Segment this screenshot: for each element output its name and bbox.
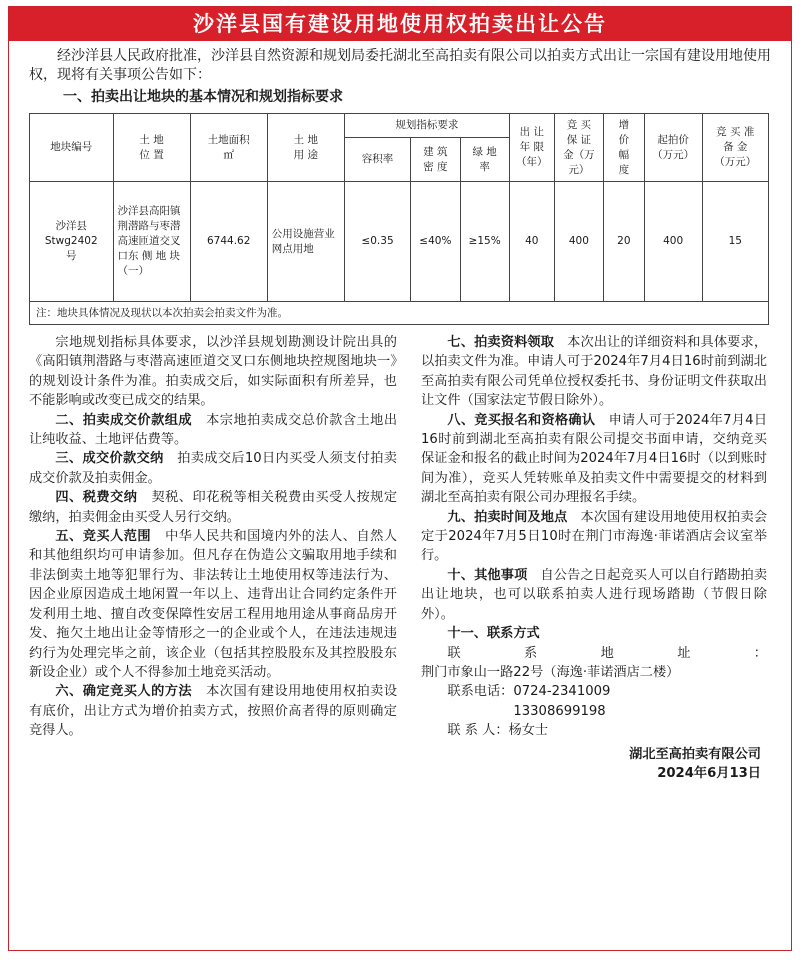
- phone-value-1: 0724-2341009: [513, 684, 611, 700]
- section-5: [29, 527, 397, 682]
- cell-increment: 20: [604, 182, 645, 302]
- intro-paragraph: 经沙洋县人民政府批准，沙洋县自然资源和规划局委托湖北至高拍卖有限公司以拍卖方式出让一宗国有建设用地使用权，现将有关事项公告如下：: [29, 48, 771, 83]
- right-column: [421, 333, 767, 783]
- section-body-2: 本宗地拍卖成交总价款含土地出让纯收益、土地评估费等。: [29, 412, 398, 448]
- cell-plot-id: 沙洋县 Stwg2402 号: [30, 182, 114, 302]
- section-heading-8: 八、竞买报名和资格确认: [447, 412, 596, 428]
- th-area: 土地面积 ㎡: [190, 114, 267, 182]
- page-title: 沙洋县国有建设用地使用权拍卖出让公告: [9, 7, 791, 41]
- contact-address: [421, 644, 767, 683]
- person-label: 联 系 人：: [447, 723, 509, 739]
- section-heading-3: 三、成交价款交纳: [55, 451, 164, 467]
- section-2: [29, 411, 397, 450]
- section-body-9: 本次国有建设用地使用权拍卖会定于2024年7月5日10时在荆门市海逸·菲诺酒店会议室举行。: [421, 509, 768, 564]
- th-term: 出 让 年 限 （年）: [509, 114, 554, 182]
- cell-start-price: 400: [644, 182, 702, 302]
- section-heading-5: 五、竞买人范围: [55, 529, 152, 545]
- section-heading-6: 六、确定竞买人的方法: [55, 684, 193, 700]
- th-planning: 规划指标要求: [344, 114, 509, 138]
- th-increment: 增 价 幅 度: [604, 114, 645, 182]
- section-4: [29, 488, 397, 527]
- section-heading-1: 一、拍卖出让地块的基本情况和规划指标要求: [63, 89, 343, 105]
- th-plot-id: 地块编号: [30, 114, 114, 182]
- th-use: 土 地 用 途: [267, 114, 344, 182]
- section-body-3: 拍卖成交后10日内买受人须支付拍卖成交价款及拍卖佣金。: [29, 451, 397, 486]
- section-6: [29, 682, 397, 740]
- section-11: [421, 624, 767, 643]
- section-heading-11: 十一、联系方式: [447, 626, 540, 642]
- section-3: [29, 449, 397, 488]
- th-location: 土 地 位 置: [113, 114, 190, 182]
- section-7: [421, 333, 767, 411]
- section-body-8: 申请人可于2024年7月4日16时前到湖北至高拍卖有限公司提交书面申请，交纳竞买保证金和报名的截止时间为2024年7月4日16时（以到账时间为准），竞买人凭转账单及拍卖文件中需要提交的材料到湖北至高拍卖有限公司办理报名手续。: [421, 412, 768, 506]
- th-density: 建 筑 密 度: [411, 138, 460, 182]
- section-body-10: 自公告之日起竞买人可以自行踏勘拍卖出让地块，也可以联系拍卖人进行现场踏勘（节假日除外）。: [421, 567, 768, 622]
- announcement: [8, 6, 792, 951]
- signature-date: 2024年6月13日: [657, 765, 761, 781]
- phone-value-2: 13308699198: [513, 703, 606, 719]
- plan-paragraph: 宗地规划指标具体要求，以沙洋县规划勘测设计院出具的《高阳镇荆潜路与枣潜高速匝道交叉口东侧地块控规图地块一》的规划设计条件为准。拍卖成交后，如实际面积有所差异，也不能影响或改变已成交的结果。: [29, 335, 397, 409]
- section-heading-7: 七、拍卖资料领取: [447, 335, 555, 350]
- th-green: 绿 地 率: [460, 138, 509, 182]
- section-body-4: 契税、印花税等相关税费由买受人按规定缴纳，拍卖佣金由买受人另行交纳。: [29, 490, 398, 525]
- cell-far: ≤0.35: [344, 182, 410, 302]
- section-heading-4: 四、税费交纳: [55, 490, 138, 506]
- contact-person: [421, 721, 767, 740]
- person-value: 杨女士: [508, 723, 549, 739]
- section-heading-9: 九、拍卖时间及地点: [447, 509, 568, 525]
- section-heading-2: 二、拍卖成交价款组成: [55, 412, 193, 428]
- table-note: 注：地块具体情况及现状以本次拍卖会拍卖文件为准。: [30, 302, 769, 325]
- section-heading-10: 十、其他事项: [447, 567, 528, 583]
- section-9: [421, 508, 767, 566]
- phone-label: 联系电话：: [447, 684, 514, 700]
- section-body-5: 中华人民共和国境内外的法人、自然人和其他组织均可申请参加。但凡存在伪造公文骗取用地手续和非法倒卖土地等犯罪行为、非法转让土地使用权等违法行为、因企业原因造成土地闲置一年以上、违背出让合同约定条件开发利用土地、擅自改变保障性安居工程用地用途从事商品房开发、拖欠土地出让金等情形之一的企业或个人，在违法违规违约行为处理完毕之前，该企业（包括其控股股东及其控股股东新设企业）或个人不得参加土地竞买活动。: [29, 529, 398, 680]
- contact-phone-2: [421, 702, 767, 721]
- section-10: [421, 566, 767, 624]
- cell-density: ≤40%: [411, 182, 460, 302]
- cell-term: 40: [509, 182, 554, 302]
- th-start-price: 起拍价 （万元）: [644, 114, 702, 182]
- left-column: [29, 333, 397, 783]
- contact-phone: [421, 682, 767, 701]
- cell-area: 6744.62: [190, 182, 267, 302]
- cell-fund: 15: [702, 182, 768, 302]
- th-fund: 竞 买 准 备 金 （万元）: [702, 114, 768, 182]
- cell-location: 沙洋县高阳镇荆潜路与枣潜高速匝道交叉口东 侧 地 块（一）: [113, 182, 190, 302]
- table-row: [30, 182, 769, 302]
- signature-company: 湖北至高拍卖有限公司: [629, 746, 761, 762]
- th-far: 容积率: [344, 138, 410, 182]
- address-label: 联系地址：: [447, 645, 767, 661]
- section-body-7: 本次出让的详细资料和具体要求，以拍卖文件为准。申请人可于2024年7月4日16时前到湖北至高拍卖有限公司凭单位授权委托书、身份证明文件获取出让文件（国家法定节假日除外）。: [421, 335, 768, 409]
- section-8: [421, 411, 767, 508]
- address-value: 荆门市象山一路22号（海逸·菲诺酒店二楼）: [421, 664, 680, 680]
- cell-use: 公用设施营业网点用地: [267, 182, 344, 302]
- section-body-6: 本次国有建设用地使用权拍卖设有底价，出让方式为增价拍卖方式，按照价高者得的原则确定竞得人。: [29, 684, 398, 739]
- cell-green: ≥15%: [460, 182, 509, 302]
- plot-table: [29, 113, 769, 325]
- th-deposit: 竞 买 保 证 金（万 元）: [554, 114, 603, 182]
- cell-deposit: 400: [554, 182, 603, 302]
